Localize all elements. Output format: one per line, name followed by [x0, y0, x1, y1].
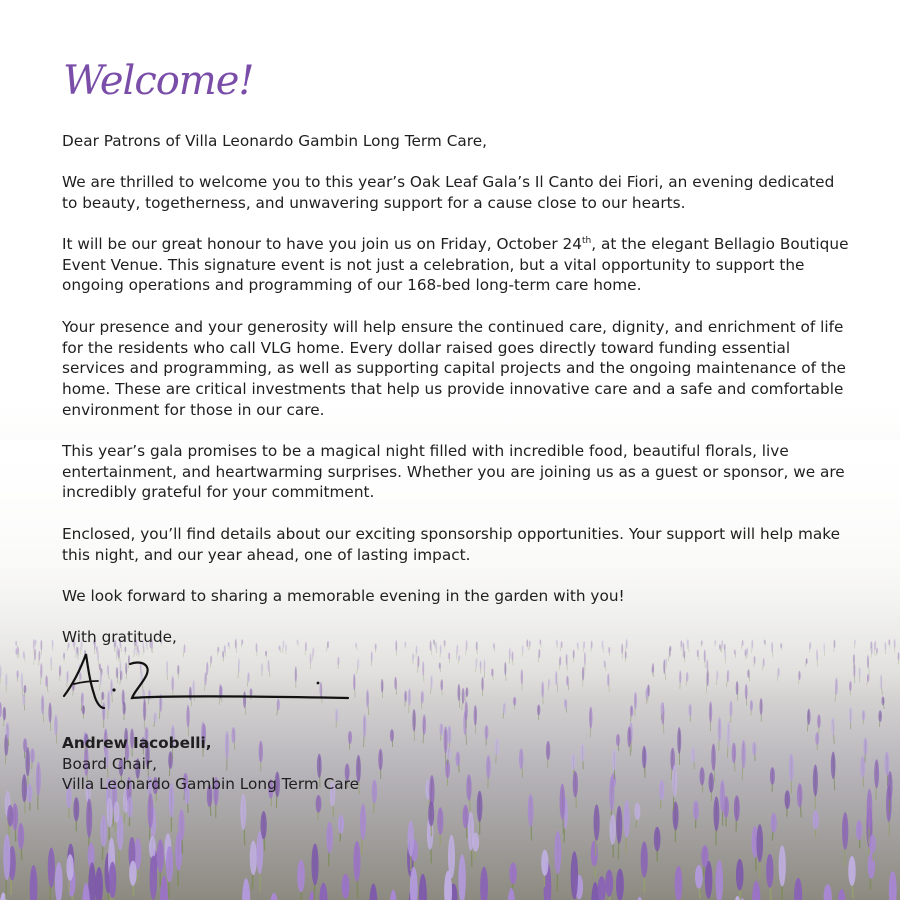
ordinal-suffix: th	[582, 235, 592, 246]
handwritten-signature	[60, 650, 360, 715]
signatory-title: Board Chair,	[62, 754, 157, 773]
signatory-name: Andrew Iacobelli,	[62, 734, 212, 752]
welcome-heading: Welcome!	[63, 58, 254, 104]
paragraph-event-details-end: , at the elegant Bellagio Boutique Event Venue. This signature event is not just a celebration, but a vital opportunity to support the ongoing operations and programming of our 168-bed long-term care home.	[62, 235, 849, 295]
closing-phrase: With gratitude,	[62, 628, 177, 646]
paragraph-sponsorship: Enclosed, you’ll find details about our exciting sponsorship opportunities. Your support will help make this night, and our year ahead, one of lasting impact.	[62, 525, 840, 564]
paragraph-intro: We are thrilled to welcome you to this year’s Oak Leaf Gala’s Il Canto dei Fiori, an evening dedicated to beauty, togetherness, and unwavering support for a cause close to our hearts.	[62, 173, 835, 212]
signatory-block	[62, 733, 852, 795]
paragraph-gala-highlights: This year’s gala promises to be a magical night filled with incredible food, beautiful florals, live entertainment, and heartwarming surprises. Whether you are joining us as a guest or sponsor, we are incredibly grateful for your commitment.	[62, 442, 845, 502]
salutation: Dear Patrons of Villa Leonardo Gambin Long Term Care,	[62, 132, 487, 150]
paragraph-impact: Your presence and your generosity will help ensure the continued care, dignity, and enrichment of life for the residents who call VLG home. Every dollar raised goes directly toward funding essential services and programming, as well as supporting capital projects and the ongoing maintenance of the home. These are critical investments that help us provide innovative care and a safe and comfortable environment for those in our care.	[62, 318, 846, 419]
paragraph-event-details-start: It will be our great honour to have you join us on Friday, October 24	[62, 235, 583, 253]
paragraph-closing-remark: We look forward to sharing a memorable evening in the garden with you!	[62, 587, 625, 605]
paragraph-event-details	[62, 234, 852, 296]
signatory-organization: Villa Leonardo Gambin Long Term Care	[62, 775, 360, 794]
